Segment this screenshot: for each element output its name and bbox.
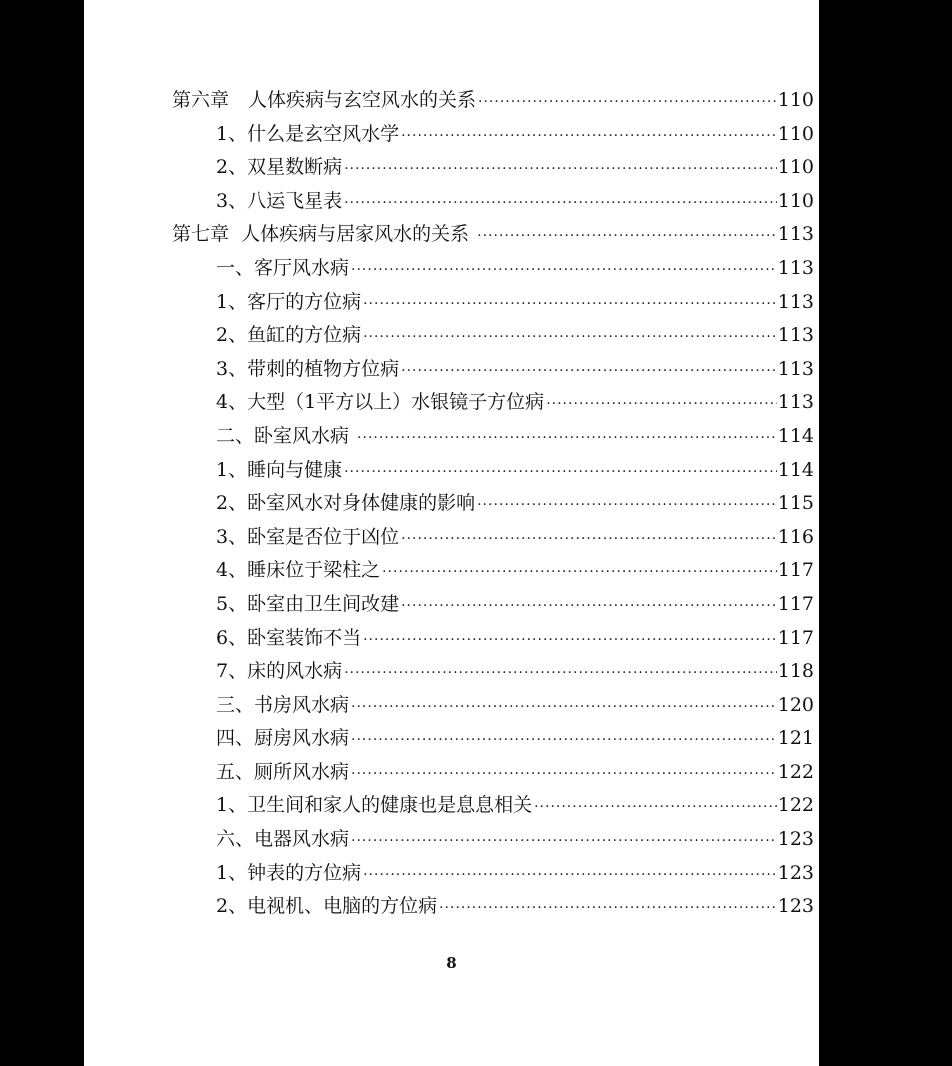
toc-section-row <box>172 823 814 857</box>
toc-entry-title: 1、客厅的方位病 <box>216 290 362 313</box>
toc-dot-leader <box>344 456 777 490</box>
toc-section-row <box>172 521 814 555</box>
toc-section-row <box>172 386 814 420</box>
toc-entry-page: 117 <box>777 592 814 615</box>
toc-dot-leader <box>363 859 777 893</box>
toc-section-row <box>172 286 814 320</box>
toc-dot-leader <box>401 355 777 389</box>
toc-entry-title: 第六章 人体疾病与玄空风水的关系 <box>172 89 477 111</box>
toc-entry-title: 3、卧室是否位于凶位 <box>216 525 400 548</box>
toc-section-row <box>172 185 814 219</box>
toc-entry-title: 5、卧室由卫生间改建 <box>216 592 400 615</box>
toc-entry-page: 114 <box>777 458 814 481</box>
toc-dot-leader <box>351 691 777 725</box>
toc-entry-page: 113 <box>777 391 814 414</box>
toc-entry-page: 123 <box>777 895 814 918</box>
toc-dot-leader <box>477 489 777 523</box>
toc-dot-leader <box>363 624 777 658</box>
toc-section-row <box>172 789 814 823</box>
toc-entry-page: 117 <box>777 626 814 649</box>
toc-section-row <box>172 857 814 891</box>
toc-dot-leader <box>546 388 777 422</box>
toc-dot-leader <box>351 724 777 758</box>
toc-chapter-row <box>172 218 814 252</box>
toc-section-row <box>172 588 814 622</box>
toc-entry-page: 113 <box>777 256 814 279</box>
toc-dot-leader <box>401 590 777 624</box>
toc-entry-page: 120 <box>777 693 814 716</box>
toc-dot-leader <box>534 791 777 825</box>
toc-dot-leader <box>439 892 777 926</box>
toc-entry-page: 110 <box>777 122 814 145</box>
toc-dot-leader <box>382 556 777 590</box>
toc-entry-page: 123 <box>777 861 814 884</box>
toc-dot-leader <box>351 758 777 792</box>
toc-section-row <box>172 420 814 454</box>
toc-entry-title: 三、书房风水病 <box>216 693 350 716</box>
toc-section-row <box>172 554 814 588</box>
toc-entry-title: 2、电视机、电脑的方位病 <box>216 895 438 918</box>
toc-dot-leader <box>344 187 777 221</box>
toc-entry-title: 二、卧室风水病 <box>216 424 356 447</box>
toc-entry-title: 1、睡向与健康 <box>216 458 343 481</box>
toc-dot-leader <box>344 153 777 187</box>
toc-entry-title: 6、卧室装饰不当 <box>216 626 362 649</box>
toc-entry-title: 1、什么是玄空风水学 <box>216 122 400 145</box>
toc-section-row <box>172 319 814 353</box>
toc-entry-title: 一、客厅风水病 <box>216 256 350 279</box>
toc-section-row <box>172 454 814 488</box>
toc-section-row <box>172 622 814 656</box>
toc-entry-page: 115 <box>777 492 814 515</box>
toc-entry-page: 117 <box>777 559 814 582</box>
toc-entry-page: 110 <box>777 89 814 111</box>
toc-entry-title: 3、八运飞星表 <box>216 189 343 212</box>
toc-section-row <box>172 689 814 723</box>
toc-section-row <box>172 487 814 521</box>
toc-dot-leader <box>344 657 777 691</box>
toc-entry-title: 五、厕所风水病 <box>216 760 350 783</box>
toc-entry-page: 113 <box>777 223 814 246</box>
toc-entry-title: 7、床的风水病 <box>216 660 343 683</box>
toc-entry-title: 四、厨房风水病 <box>216 727 350 750</box>
toc-dot-leader <box>351 254 777 288</box>
toc-section-row <box>172 118 814 152</box>
toc-dot-leader <box>357 422 777 456</box>
toc-section-row <box>172 655 814 689</box>
toc-entry-page: 113 <box>777 324 814 347</box>
document-page <box>84 0 819 1066</box>
toc-entry-page: 123 <box>777 828 814 851</box>
toc-entry-title: 六、电器风水病 <box>216 828 350 851</box>
toc-section-row <box>172 252 814 286</box>
toc-entry-page: 110 <box>777 189 814 212</box>
table-of-contents <box>172 84 814 924</box>
toc-dot-leader <box>351 825 777 859</box>
toc-dot-leader <box>401 523 777 557</box>
toc-entry-title: 3、带刺的植物方位病 <box>216 357 400 380</box>
toc-entry-page: 118 <box>777 660 814 683</box>
toc-section-row <box>172 890 814 924</box>
toc-entry-page: 114 <box>777 424 814 447</box>
toc-entry-title: 2、鱼缸的方位病 <box>216 324 362 347</box>
toc-dot-leader <box>478 86 777 120</box>
toc-entry-title: 1、卫生间和家人的健康也是息息相关 <box>216 794 533 817</box>
toc-entry-page: 113 <box>777 290 814 313</box>
toc-dot-leader <box>477 220 777 254</box>
toc-entry-page: 116 <box>777 525 814 548</box>
toc-chapter-row <box>172 84 814 118</box>
toc-entry-page: 122 <box>777 760 814 783</box>
toc-section-row <box>172 756 814 790</box>
toc-section-row <box>172 353 814 387</box>
toc-entry-page: 110 <box>777 156 814 179</box>
toc-entry-title: 4、大型（1平方以上）水银镜子方位病 <box>216 391 545 414</box>
toc-section-row <box>172 151 814 185</box>
toc-entry-title: 第七章 人体疾病与居家风水的关系 <box>172 223 476 246</box>
toc-entry-page: 121 <box>777 727 814 750</box>
toc-entry-page: 122 <box>777 794 814 817</box>
page-number: 8 <box>446 954 457 972</box>
toc-section-row <box>172 722 814 756</box>
toc-dot-leader <box>363 288 777 322</box>
toc-entry-title: 2、双星数断病 <box>216 156 343 179</box>
toc-dot-leader <box>401 120 777 154</box>
toc-dot-leader <box>363 321 777 355</box>
toc-entry-page: 113 <box>777 357 814 380</box>
toc-entry-title: 2、卧室风水对身体健康的影响 <box>216 492 476 515</box>
toc-entry-title: 1、钟表的方位病 <box>216 861 362 884</box>
toc-entry-title: 4、睡床位于梁柱之 <box>216 559 381 582</box>
